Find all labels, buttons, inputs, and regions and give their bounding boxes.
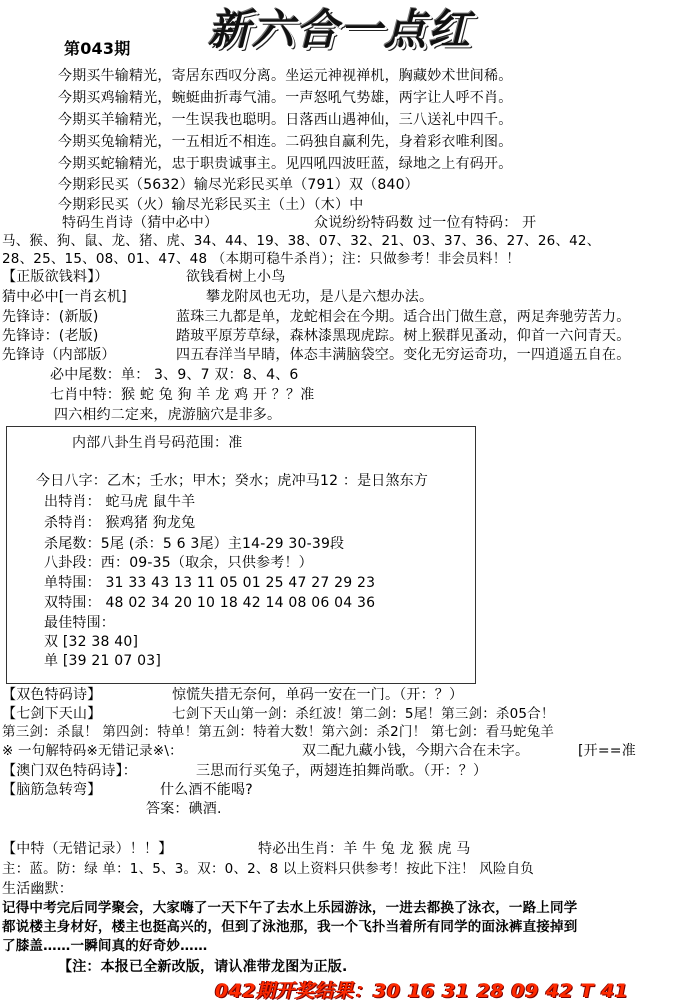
poem-line: 今期买鸡输精光，蜿蜓曲折毒气浦。一声怒吼气势雄，两字让人呼不肖。	[58, 90, 513, 106]
zhulan-line: 主：蓝。防：绿 单：1、5、3。双：0、2、8 以上资料只供参考！按此下注！ 风险自负	[2, 861, 535, 877]
caizhong-label: 猜中必中[一肖玄机]	[2, 289, 127, 305]
yiju-tail: [开==准	[578, 743, 636, 759]
zhengban-text: 欲钱看树上小鸟	[186, 269, 286, 285]
bizhong-weishu: 必中尾数：单： 3、9、7 双：8、4、6	[50, 367, 299, 383]
lottery-result: 042期开奖结果：30 16 31 28 09 42 T 41	[215, 980, 629, 1002]
tema-label: 特码生肖诗（猜中必中）	[62, 215, 219, 231]
qijian-line2: 第三剑：杀鼠！ 第四剑：特单！第五剑：特着大数！第六剑：杀2门！ 第七剑：看马蛇兔羊	[2, 724, 555, 740]
youmo-line: 了膝盖……一瞬间真的好奇妙……	[2, 938, 208, 954]
qixiao-zhongte: 七肖中特：猴 蛇 兔 狗 羊 龙 鸡 开 ？？准	[50, 387, 315, 403]
zhongte-text: 特必出生肖：羊 牛 兔 龙 猴 虎 马	[258, 841, 471, 857]
poem-line: 今期买牛输精光，寄居东西叹分离。坐运元神视禅机，胸藏妙术世间稀。	[58, 68, 513, 84]
tema-comment: 众说纷纷特码数 过一位有特码： 开	[314, 215, 537, 231]
youmo-label: 生活幽默：	[2, 881, 73, 897]
qijian-label: 【七剑下天山】	[2, 706, 102, 722]
bagua-shawei: 杀尾数：5尾 (杀：5 6 3尾）主14-29 30-39段	[44, 536, 345, 552]
xianfeng-text: 踏玻平原芳草绿，森林漆黑现虎踪。树上猴群见蚤动，仰首一六问青天。	[176, 328, 631, 344]
xianfeng-text: 蓝珠三九都是单，龙蛇相会在今期。适合出门做生意，两足奔驰劳苦力。	[176, 309, 631, 325]
caizhong-text: 攀龙附凤也无功，是八是六想办法。	[206, 289, 434, 305]
bagua-shuangte: 双特围： 48 02 34 20 10 18 42 14 08 06 04 36	[44, 595, 376, 611]
page-title: 新六合一点红	[207, 5, 472, 54]
naojin-question: 什么酒不能喝?	[160, 782, 253, 798]
yiju-label: ※ 一句解特码※无错记录※\：	[2, 743, 183, 759]
zhengban-label: 【正版欲钱料】）	[2, 269, 109, 285]
bagua-dante: 单特围： 31 33 43 13 11 05 01 25 47 27 29 23	[44, 575, 376, 591]
bagua-zuijia: 最佳特围：	[44, 615, 115, 631]
caimin-element-line: 今期彩民买（火）输尽光彩民买主（土）（木）中	[58, 197, 364, 213]
bagua-shate: 杀特肖： 猴鸡猪 狗龙兔	[44, 515, 196, 531]
bagua-bazi: 今日八字：乙木；壬水；甲木；癸水；虎冲马12 ：是日煞东方	[36, 473, 429, 489]
xianfeng-label: 先锋诗：(老版)	[2, 328, 99, 344]
tema-numbers: 28、25、15、08、01、47、48 （本期可稳牛杀肖）；注：只做参考！非会员料！！	[2, 251, 521, 267]
xianfeng-text: 四五春洋当早睛，体态丰满脑袋空。变化无穷运奇功，一四逍遥五自在。	[176, 347, 631, 363]
issue-number: 第043期	[64, 39, 131, 58]
youmo-line: 都说楼主身材好，楼主也挺高兴的，但到了泳池那，我一个飞扑当着所有同学的面泳裤直接掉到	[2, 919, 578, 935]
yiju-text: 双二配九藏小钱，今期六合在未字。	[302, 743, 530, 759]
aomen-text: 三思而行买兔子，两翅连拍舞尚歌。（开：？）	[196, 763, 488, 779]
notice-line: 【注：本报已全新改版，请认准带龙图为正版.	[58, 959, 348, 975]
bagua-chute: 出特肖： 蛇马虎 鼠牛羊	[44, 494, 196, 510]
poem-line: 今期买蛇输精光，忠于职贵诚事主。见四吼四波旺蓝，绿地之上有码开。	[58, 156, 513, 172]
poem-line: 今期买兔输精光，一五相近不相连。二码独自赢利先，身着彩衣唯利图。	[58, 134, 513, 150]
qijian-line1: 七剑下天山第一剑：杀红波！第二剑：5尾！第三剑：杀05合！	[172, 706, 555, 722]
poem-line: 今期买羊输精光，一生误我也聪明。日落西山遇神仙，三八送礼中四千。	[58, 112, 513, 128]
bagua-title: 内部八卦生肖号码范围：准	[72, 435, 243, 451]
siliu-line: 四六相约二定来，虎游脑穴是非多。	[54, 407, 282, 423]
shuangse-label: 【双色特码诗】	[2, 687, 102, 703]
naojin-answer: 答案：碘酒.	[146, 801, 222, 817]
caimin-number-line: 今期彩民买（5632）输尽光彩民买单（791）双（840）	[58, 177, 419, 193]
shuangse-text: 惊慌失措无奈何，单码一安在一门。（开：？）	[172, 687, 464, 703]
zhongte-label: 【中特（无错记录）！！】	[2, 841, 173, 857]
aomen-label: 【澳门双色特码诗】：	[2, 763, 137, 779]
xianfeng-label: 先锋诗：(新版)	[2, 309, 99, 325]
tema-zodiacs: 马、猴、狗、鼠、龙、猪、虎、34、44、19、38、07、32、21、03、37、36、27、26、42、	[2, 233, 601, 249]
bagua-duan: 八卦段：西：09-35（取余，只供参考！）	[44, 555, 313, 571]
youmo-line: 记得中考完后同学聚会，大家嗨了一天下午了去水上乐园游泳，一进去都换了泳衣，一路上同学	[2, 900, 578, 916]
bagua-shuang: 双 [32 38 40]	[44, 634, 139, 650]
xianfeng-label: 先锋诗（内部版）	[2, 347, 116, 363]
naojin-label: 【脑筋急转弯】	[2, 782, 102, 798]
bagua-dan: 单 [39 21 07 03]	[44, 653, 161, 669]
